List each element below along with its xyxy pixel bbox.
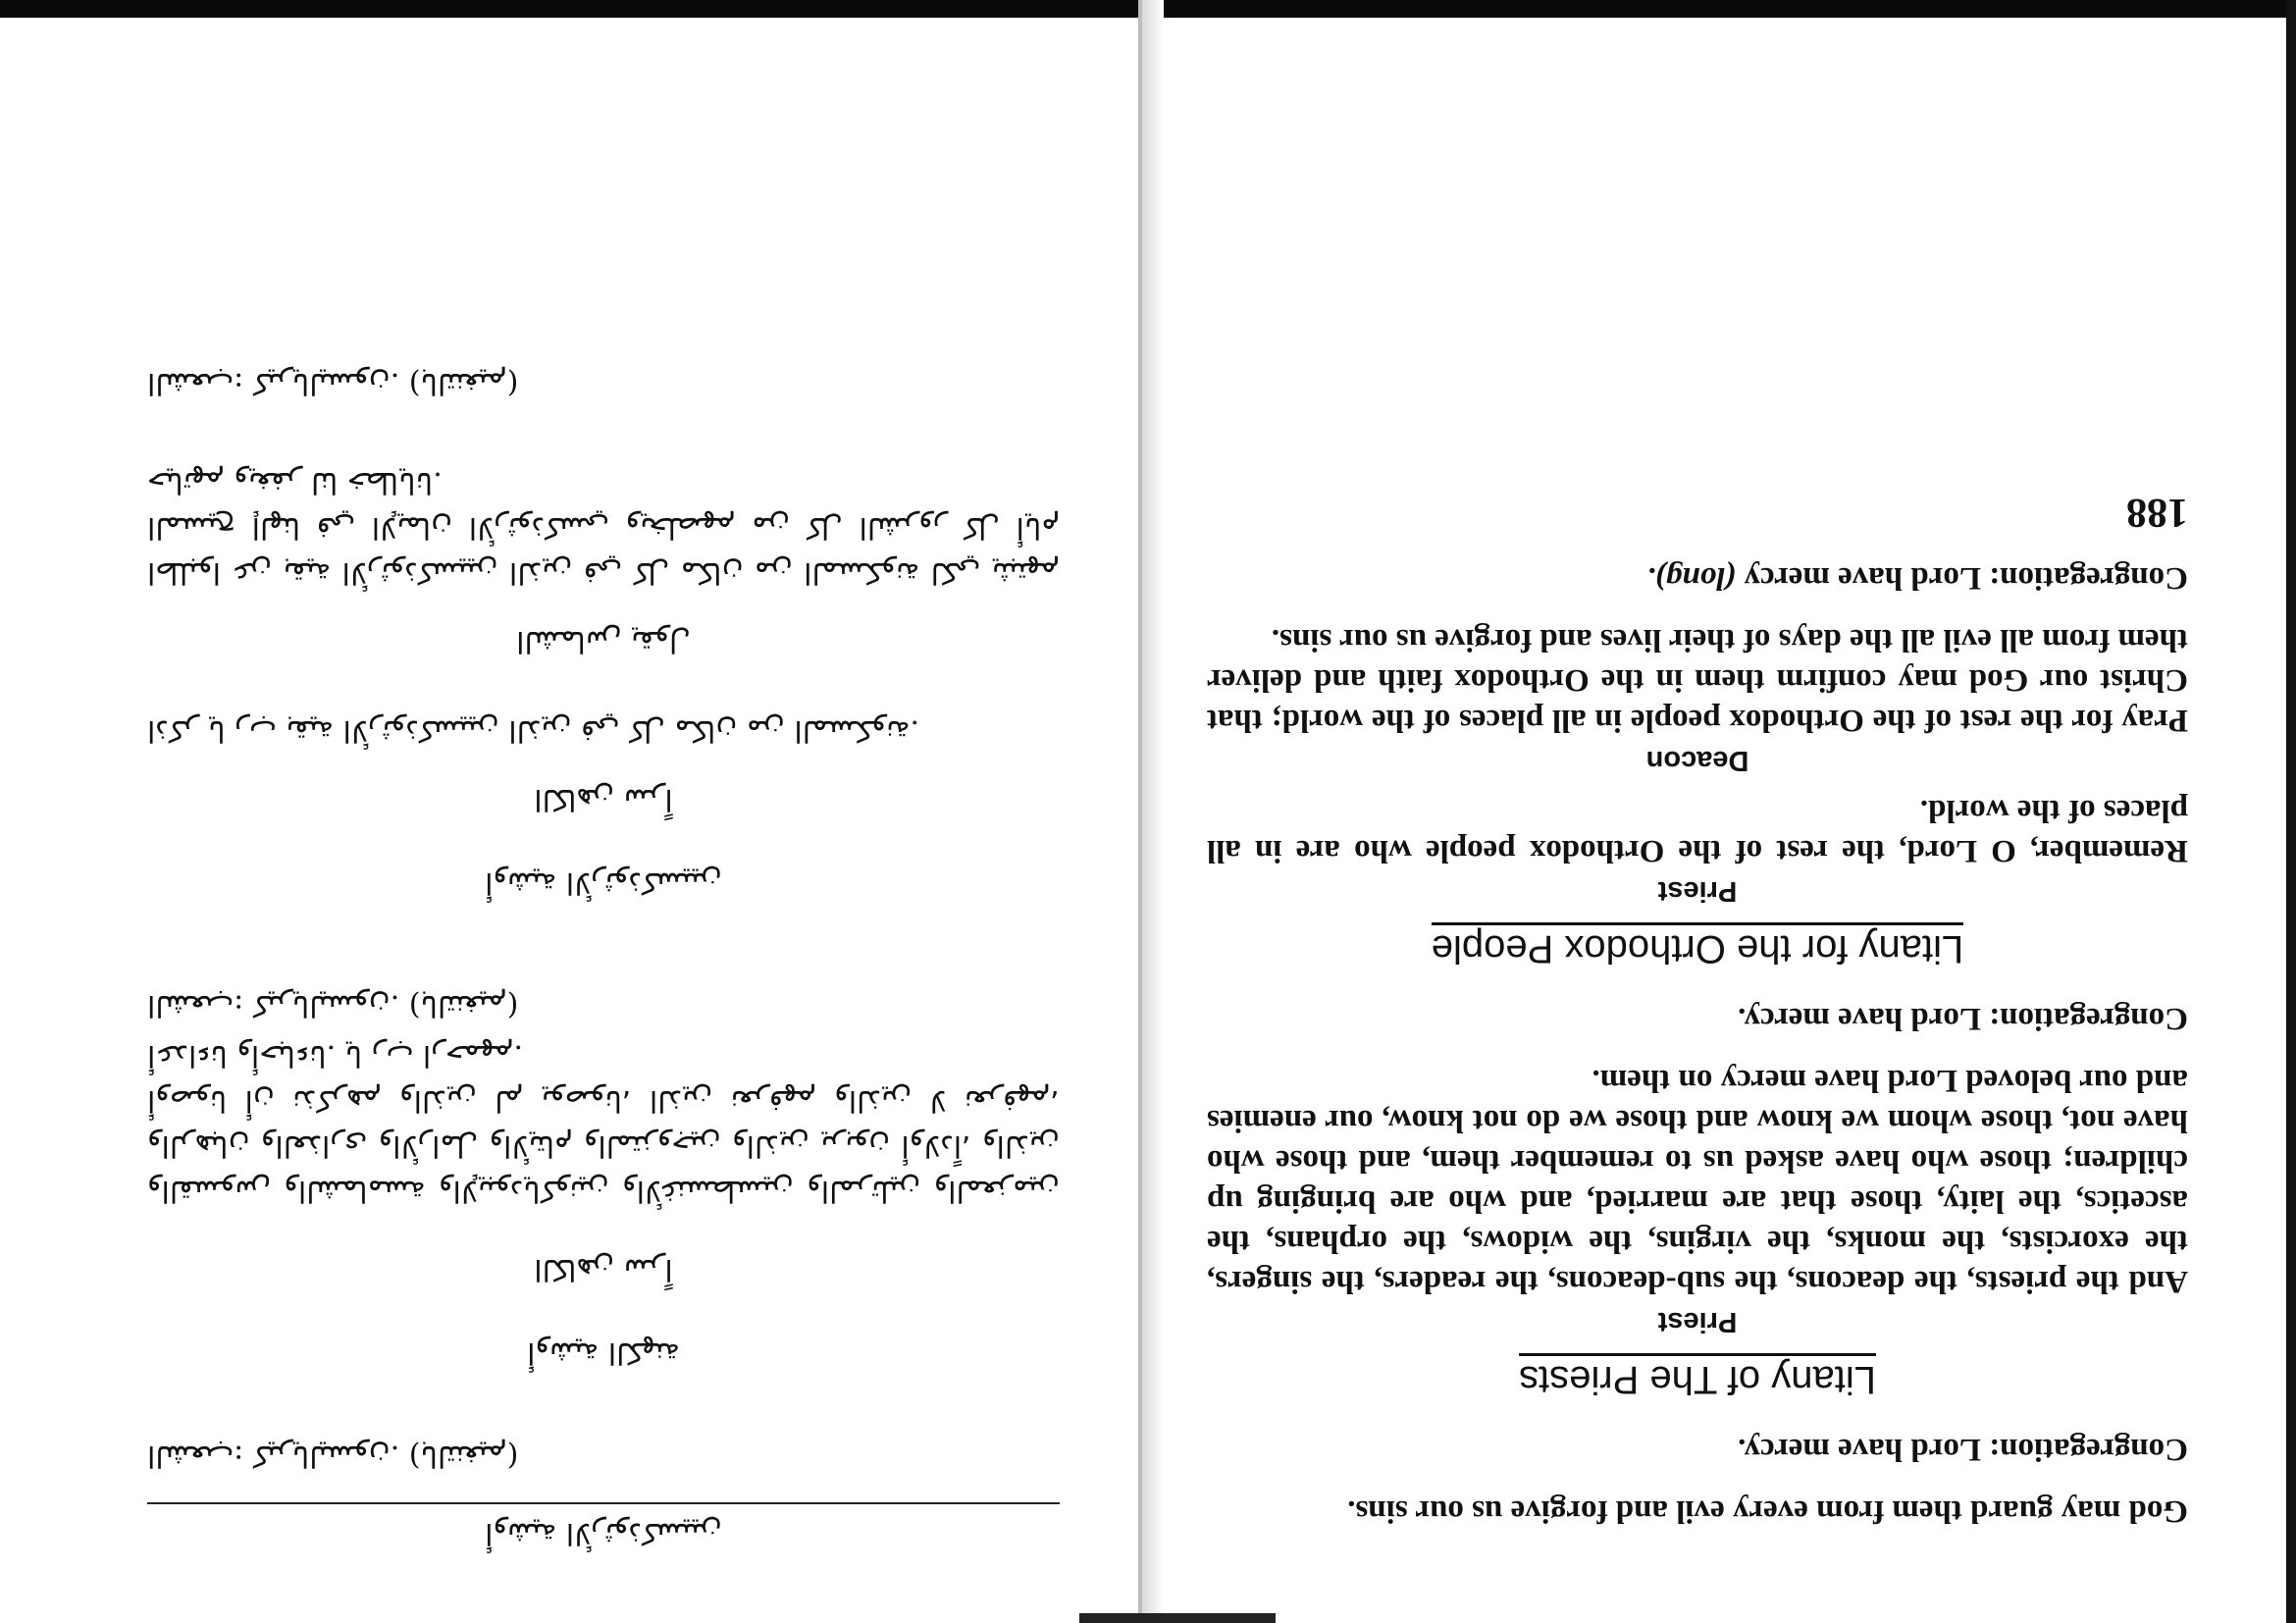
congregation-response: Congregation: Lord have mercy. xyxy=(1738,1001,2188,1036)
congregation-response: Congregation: Lord have mercy. xyxy=(1738,1432,2188,1467)
english-page xyxy=(1207,88,2188,1531)
congregation-label: Congregation: Lord have mercy xyxy=(1744,560,2188,596)
heading-text: Litany of The Priests xyxy=(1519,1353,1876,1401)
paragraph-remember: Remember, O Lord, the rest of the Orthodox people who are in all places of the world. xyxy=(1207,793,2188,868)
arabic-response: الشعب: كيرياليسون. (بالتنغيم) xyxy=(147,988,519,1022)
arabic-page xyxy=(147,108,1060,1550)
arabic-paragraph-priests: والقسوس والشمامسة والإيبودياكونين والأغنسطسين والمرتلين والمعزمين والرهبان والعذارى والأرامل والأيتام والمتزوجين والذين يربون أولاداً، والذين أوصونا أن نذكرهم والذين لم يوصونا، الذين نعرفهم والذين لا نعرفهم، أعداءنا وأحباءنا. يا رب ارحمهم. xyxy=(147,1038,1060,1208)
arabic-paragraph-pray: اطلبوا عن بقية الأرثوذكسيين الذين في كل مكان من المسكونة لكي يثبتهم المسيح إلهنا في الإيمان الأرثوذكسي ويخلصهم من كل الشرور كل أيام حياتهم ويغفر لنا خطايانا. xyxy=(147,465,1060,590)
arabic-response: الشعب: كيرياليسون. (بالتنغيم) xyxy=(147,1439,519,1473)
arabic-heading-orthodox: أوشية الأرثوذكسيين xyxy=(485,865,722,900)
arabic-role-priest: الكاهن سراً xyxy=(534,1252,673,1286)
page-number: 188 xyxy=(2126,490,2188,535)
scan-right-border xyxy=(2286,0,2296,1623)
role-deacon: Deacon xyxy=(1645,745,1749,776)
scan-bottom-mark xyxy=(1079,1613,1276,1623)
heading-litany-orthodox xyxy=(1207,926,2188,970)
role-priest: Priest xyxy=(1657,875,1738,907)
arabic-role-deacon: الشماس يقول xyxy=(516,624,691,658)
gutter-shadow xyxy=(1142,0,1164,1623)
arabic-paragraph-remember: اذكر يا رب بقية الأرثوذكسيين الذين في كل مكان من المسكونة. xyxy=(147,713,919,748)
paragraph-priests: And the priests, the deacons, the sub-deacons, the readers, the singers, the exorcists, the monks, the virgins, the widows, the orphans, the ascetics, the laity, those that are married, and who are bringing up children; those who have asked us to remember them, and those who have not, those whom we know and those we do not know, our enemies and our beloved Lord have mercy on them. xyxy=(1207,1063,2188,1299)
arabic-heading-top: أوشية الأرثوذكسيين xyxy=(485,1516,722,1550)
heading-text: Litany for the Orthodox People xyxy=(1432,922,1964,970)
congregation-note: (long). xyxy=(1646,560,1737,596)
paragraph-pray: Pray for the rest of the Orthodox people in all places of the world; that Christ our God may confirm them in the Orthodox faith and deliver them from all evil all the days of their lives and forgive us our sins. xyxy=(1207,622,2188,738)
congregation-response-long xyxy=(1207,557,2188,598)
arabic-response: الشعب: كيرياليسون. (بالتنغيم) xyxy=(147,366,519,400)
role-priest: Priest xyxy=(1657,1306,1738,1337)
arabic-heading-priests: أوشية الكهنة xyxy=(527,1335,680,1370)
divider-rule xyxy=(147,1502,1060,1504)
heading-litany-priests xyxy=(1207,1357,2188,1401)
arabic-role-priest: الكاهن سراً xyxy=(534,782,673,816)
paragraph-guard: God may guard them from every evil and forgive us our sins. xyxy=(1347,1493,2188,1529)
